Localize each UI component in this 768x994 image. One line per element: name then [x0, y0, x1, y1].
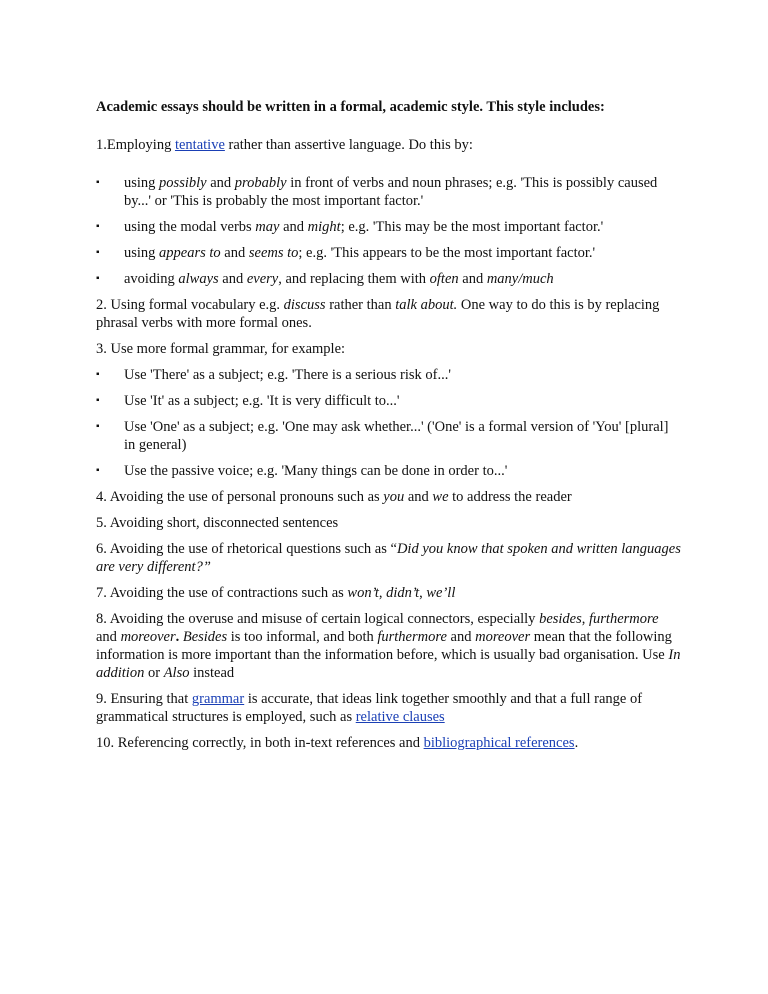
text: 9. Ensuring that [96, 691, 192, 707]
text: didn’t [386, 585, 420, 601]
list-item [96, 270, 682, 288]
list-item [96, 218, 682, 236]
text: besides [539, 611, 582, 627]
text: Use 'There' as a subject; e.g. 'There is a serious risk of...' [124, 367, 451, 383]
list-item [96, 418, 682, 454]
text: using [124, 245, 160, 261]
text: moreover [475, 629, 531, 645]
text: appears to [159, 245, 221, 261]
text: Besides [179, 629, 228, 645]
link-bibliographical-references[interactable]: bibliographical references [423, 735, 575, 751]
text: rather than assertive language. Do this by: [224, 137, 473, 153]
text: using the modal verbs [124, 219, 256, 235]
text: we’ll [426, 585, 456, 601]
list-item [96, 244, 682, 262]
text: mean that the following information is more important than the information before, which is usually bad organisation. Use [96, 629, 672, 663]
text: One way to do this is by replacing phrasal verbs with more formal ones. [96, 297, 660, 331]
document-body [96, 98, 682, 760]
text: Use 'One' as a subject; e.g. 'One may ask whether...' ('One' is a formal version of 'You' [plural] in general) [124, 419, 669, 453]
text: and [206, 175, 235, 191]
link-relative-clauses[interactable]: relative clauses [355, 709, 445, 725]
text: always [178, 271, 219, 287]
text: and [404, 489, 433, 505]
text: . [574, 735, 579, 751]
text: many/much [486, 271, 554, 287]
text: using [124, 175, 160, 191]
bullet-icon: ▪ [96, 247, 100, 258]
text: and [96, 629, 121, 645]
text: . [175, 629, 180, 645]
page-title: Academic essays should be written in a formal, academic style. This style includes: [96, 99, 605, 115]
text: may [255, 219, 280, 235]
text: Use the passive voice; e.g. 'Many things can be done in order to...' [124, 463, 508, 479]
bullet-icon: ▪ [96, 395, 100, 406]
list-item [96, 366, 682, 384]
link-grammar[interactable]: grammar [191, 691, 245, 707]
text: 8. Avoiding the overuse and misuse of certain logical connectors, especially [96, 611, 540, 627]
text: and [220, 245, 249, 261]
point-3: 3. Use more formal grammar, for example: [96, 341, 346, 357]
link-tentative[interactable]: tentative [174, 137, 225, 153]
text: and [218, 271, 247, 287]
bullet-icon: ▪ [96, 177, 100, 188]
text: and [279, 219, 308, 235]
point-4 [96, 488, 682, 506]
text: in front of verbs and noun phrases; e.g. 'This is possibly caused by...' or 'This is probably the most important factor.' [124, 175, 658, 209]
point-5: 5. Avoiding short, disconnected sentences [96, 515, 339, 531]
text: avoiding [124, 271, 179, 287]
list-item [96, 462, 682, 480]
text: furthermore [377, 629, 447, 645]
bullet-icon: ▪ [96, 273, 100, 284]
text: won’t [347, 585, 379, 601]
point-6 [96, 540, 682, 576]
text: and [458, 271, 487, 287]
bullet-icon: ▪ [96, 421, 100, 432]
text: , [581, 611, 589, 627]
text: 7. Avoiding the use of contractions such as [96, 585, 348, 601]
point-7 [96, 584, 682, 602]
point-2 [96, 296, 682, 332]
text: is accurate, that ideas link together smoothly and that a full range of grammatical structures is employed, such as [96, 691, 643, 725]
text: and [446, 629, 476, 645]
text: Also [163, 665, 190, 681]
text: 4. Avoiding the use of personal pronouns such as [96, 489, 384, 505]
point-10 [96, 734, 682, 752]
text: In addition [96, 647, 681, 681]
text: or [144, 665, 164, 681]
list-item [96, 392, 682, 410]
text: possibly [159, 175, 207, 191]
bullet-icon: ▪ [96, 465, 100, 476]
text: often [429, 271, 459, 287]
text: moreover [120, 629, 176, 645]
text: ; e.g. 'This appears to be the most important factor.' [298, 245, 596, 261]
text: might [307, 219, 341, 235]
text: we [432, 489, 449, 505]
text: 2. Using formal vocabulary e.g. [96, 297, 284, 313]
text: discuss [283, 297, 326, 313]
text: furthermore [589, 611, 659, 627]
text: , and replacing them with [278, 271, 430, 287]
point-8 [96, 610, 682, 682]
text: seems to [248, 245, 299, 261]
text: every [246, 271, 279, 287]
text: Did you know that spoken and written languages are very different?” [96, 541, 681, 575]
text: 6. Avoiding the use of rhetorical questions such as “ [96, 541, 397, 557]
text: probably [234, 175, 287, 191]
text: rather than [325, 297, 396, 313]
text: ; e.g. 'This may be the most important factor.' [340, 219, 604, 235]
text: 1.Employing [96, 137, 175, 153]
text: , [419, 585, 427, 601]
text: 10. Referencing correctly, in both in-text references and [96, 735, 424, 751]
text: Use 'It' as a subject; e.g. 'It is very difficult to...' [124, 393, 400, 409]
text: you [383, 489, 405, 505]
text: to address the reader [448, 489, 572, 505]
bullet-icon: ▪ [96, 221, 100, 232]
text: instead [189, 665, 235, 681]
point-9 [96, 690, 682, 726]
text: talk about. [395, 297, 458, 313]
list-item [96, 174, 682, 210]
point-1 [96, 136, 682, 154]
bullet-icon: ▪ [96, 369, 100, 380]
text: is too informal, and both [227, 629, 378, 645]
text: , [378, 585, 387, 601]
